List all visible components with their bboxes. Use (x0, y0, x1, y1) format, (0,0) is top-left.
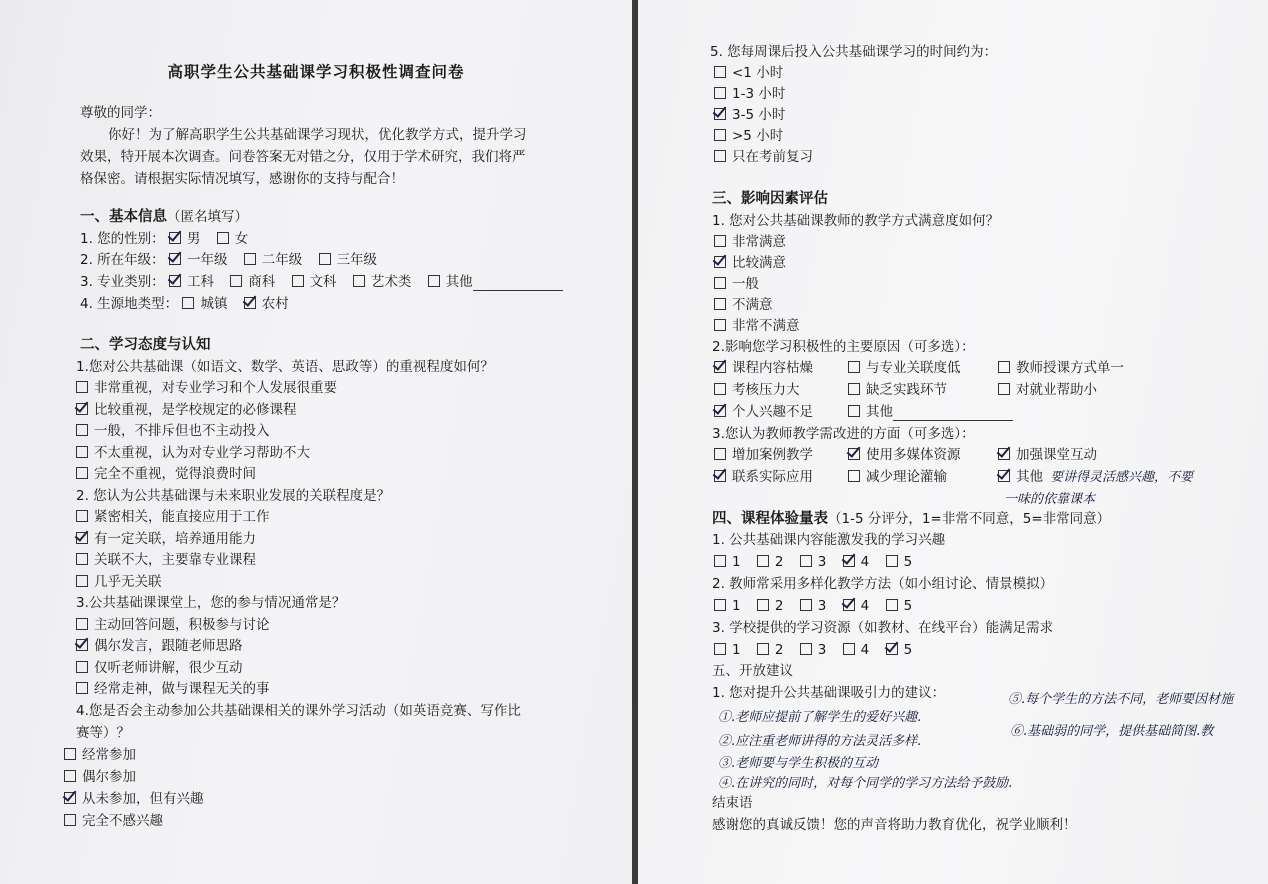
handwritten-suggestion-5: ⑤.每个学生的方法不同，老师要因材施 (1008, 692, 1234, 707)
q5: 5. 您每周课后投入公共基础课学习的时间约为： (710, 44, 998, 60)
section-1-heading: 一、基本信息（匿名填写） (80, 209, 248, 225)
checkbox[interactable] (848, 470, 860, 482)
checkbox-checked[interactable] (998, 470, 1010, 482)
q5-opt4[interactable]: >5 小时 (714, 127, 783, 145)
s3-q2-r3c1[interactable]: 个人兴趣不足 (714, 403, 813, 421)
checkbox[interactable] (292, 275, 304, 287)
checkbox[interactable] (76, 575, 88, 587)
handwritten-suggestion-3: ③.老师要与学生积极的互动 (718, 756, 879, 771)
s2-q1: 1.您对公共基础课（如语文、数学、英语、思政等）的重视程度如何？ (76, 359, 494, 375)
checkbox[interactable] (843, 643, 855, 655)
q5-opt2[interactable]: 1-3 小时 (714, 85, 785, 103)
s4-item3-scale[interactable] (714, 641, 924, 659)
s2-q1-opt5[interactable]: 完全不重视，觉得浪费时间 (76, 465, 256, 483)
checkbox[interactable] (76, 446, 88, 458)
checkbox[interactable] (800, 555, 812, 567)
checkbox[interactable] (714, 383, 726, 395)
s3-q2-r2c1[interactable]: 考核压力大 (714, 381, 800, 399)
scale-3[interactable]: 3 (800, 597, 827, 615)
checkbox-checked[interactable] (714, 256, 726, 268)
checkbox[interactable] (714, 277, 726, 289)
checkbox[interactable] (714, 150, 726, 162)
s2-q2-opt4[interactable]: 几乎无关联 (76, 573, 162, 591)
scale-5[interactable]: 5 (886, 641, 913, 659)
checkbox[interactable] (800, 599, 812, 611)
checkbox[interactable] (76, 553, 88, 565)
checkbox[interactable] (757, 599, 769, 611)
s2-q1-opt3[interactable]: 一般，不排斥但也不主动投入 (76, 422, 270, 440)
s2-q3-opt2[interactable]: 偶尔发言，跟随老师思路 (76, 637, 243, 655)
s3-q3-r1c3[interactable]: 加强课堂互动 (998, 446, 1097, 464)
s3-q2-r1c1[interactable]: 课程内容枯燥 (714, 359, 813, 377)
s3-q2-r1c2[interactable]: 与专业关联度低 (848, 359, 961, 377)
handwritten-suggestion-2: ②.应注重老师讲得的方法灵活多样. (718, 734, 922, 749)
handwritten-suggestion-1: ①.老师应提前了解学生的爱好兴趣. (718, 710, 922, 725)
checkbox[interactable] (998, 383, 1010, 395)
greeting: 尊敬的同学： (80, 105, 161, 121)
option-town[interactable]: 城镇 (182, 295, 227, 313)
checkbox[interactable] (217, 232, 229, 244)
checkbox[interactable] (76, 381, 88, 393)
s2-q1-opt4[interactable]: 不太重视，认为对专业学习帮助不大 (76, 444, 310, 462)
s2-q2-opt1[interactable]: 紧密相关，能直接应用于工作 (76, 508, 270, 526)
checkbox[interactable] (714, 66, 726, 78)
checkbox-checked[interactable] (998, 448, 1010, 460)
left-page (0, 0, 632, 884)
q5-opt5[interactable]: 只在考前复习 (714, 148, 813, 166)
section-4-heading: 四、课程体验量表（1-5 分评分，1=非常不同意，5=非常同意） (712, 511, 1111, 527)
s2-q4-opt2[interactable]: 偶尔参加 (64, 768, 136, 786)
s5-q1: 1. 您对提升公共基础课吸引力的建议： (712, 685, 946, 701)
s3-q3-r1c1[interactable]: 增加案例教学 (714, 446, 813, 464)
checkbox-checked[interactable] (714, 361, 726, 373)
checkbox[interactable] (76, 510, 88, 522)
closing-text: 感谢您的真诚反馈！您的声音将助力教育优化，祝学业顺利！ (712, 817, 1077, 833)
checkbox[interactable] (848, 361, 860, 373)
s2-q4-opt4[interactable]: 完全不感兴趣 (64, 812, 163, 830)
q5-opt1[interactable]: <1 小时 (714, 64, 783, 82)
s3-q3-r2c2[interactable]: 减少理论灌输 (848, 468, 947, 486)
s2-q4-opt1[interactable]: 经常参加 (64, 746, 136, 764)
checkbox[interactable] (64, 814, 76, 826)
checkbox[interactable] (64, 770, 76, 782)
s2-q3-opt3[interactable]: 仅听老师讲解，很少互动 (76, 659, 243, 677)
scale-3[interactable]: 3 (800, 553, 827, 571)
checkbox[interactable] (714, 298, 726, 310)
s2-q1-opt1[interactable]: 非常重视，对专业学习和个人发展很重要 (76, 379, 337, 397)
option-male[interactable]: 男 (169, 230, 201, 248)
option-rural[interactable]: 农村 (244, 295, 289, 313)
s3-q1-opt3[interactable]: 一般 (714, 275, 759, 293)
section-3-heading: 三、影响因素评估 (712, 191, 828, 207)
checkbox-checked[interactable] (169, 275, 181, 287)
intro-line-1: 你好！为了解高职学生公共基础课学习现状，优化教学方式，提升学习 (108, 127, 527, 143)
s2-q4-opt3[interactable]: 从未参加，但有兴趣 (64, 790, 204, 808)
s2-q4-line1: 4.您是否会主动参加公共基础课相关的课外学习活动（如英语竞赛、写作比 (76, 703, 521, 719)
checkbox[interactable] (714, 643, 726, 655)
s3-q2-r2c2[interactable]: 缺乏实践环节 (848, 381, 947, 399)
checkbox-checked[interactable] (848, 448, 860, 460)
scale-3[interactable]: 3 (800, 641, 827, 659)
option-other[interactable]: 其他 (428, 273, 563, 291)
s2-q1-opt2[interactable]: 比较重视，是学校规定的必修课程 (76, 401, 297, 419)
s3-q2-r1c3[interactable]: 教师授课方式单一 (998, 359, 1124, 377)
section-5-heading: 五、开放建议 (712, 663, 793, 679)
checkbox-checked[interactable] (64, 792, 76, 804)
checkbox-checked[interactable] (76, 403, 88, 415)
s4-item2: 2. 教师常采用多样化教学方法（如小组讨论、情景模拟） (712, 576, 1054, 592)
q-origin: 4. 生源地类型： 城镇 农村 (80, 296, 289, 312)
q5-opt3[interactable]: 3-5 小时 (714, 106, 785, 124)
checkbox-checked[interactable] (843, 555, 855, 567)
s3-q2-r2c3[interactable]: 对就业帮助小 (998, 381, 1097, 399)
checkbox[interactable] (64, 748, 76, 760)
s2-q4-line2: 赛等）？ (76, 725, 130, 741)
survey-title: 高职学生公共基础课学习积极性调查问卷 (167, 63, 465, 81)
s4-item1: 1. 公共基础课内容能激发我的学习兴趣 (712, 532, 946, 548)
checkbox-checked[interactable] (76, 532, 88, 544)
right-page (638, 0, 1268, 884)
checkbox-checked[interactable] (886, 643, 898, 655)
checkbox[interactable] (848, 405, 860, 417)
option-arts[interactable]: 文科 (292, 273, 337, 291)
checkbox[interactable] (886, 555, 898, 567)
checkbox[interactable] (757, 643, 769, 655)
blank-line[interactable] (473, 278, 563, 291)
option-art[interactable]: 艺术类 (353, 273, 412, 291)
checkbox[interactable] (182, 297, 194, 309)
checkbox-checked[interactable] (714, 470, 726, 482)
closing-title: 结束语 (712, 795, 753, 811)
option-business[interactable]: 商科 (230, 273, 275, 291)
checkbox-checked[interactable] (244, 297, 256, 309)
s4-item1-scale[interactable] (714, 553, 924, 571)
checkbox[interactable] (800, 643, 812, 655)
checkbox[interactable] (714, 319, 726, 331)
checkbox[interactable] (998, 361, 1010, 373)
scale-1[interactable]: 1 (714, 641, 741, 659)
s3-q1: 1. 您对公共基础课教师的教学方式满意度如何？ (712, 213, 1000, 229)
s3-q2: 2.影响您学习积极性的主要原因（可多选）： (712, 339, 975, 355)
scale-1[interactable]: 1 (714, 597, 741, 615)
checkbox-checked[interactable] (169, 253, 181, 265)
checkbox[interactable] (76, 424, 88, 436)
s2-q3: 3.公共基础课课堂上，您的参与情况通常是？ (76, 595, 346, 611)
scale-2[interactable]: 2 (757, 597, 784, 615)
scale-4[interactable]: 4 (843, 597, 870, 615)
checkbox[interactable] (76, 682, 88, 694)
checkbox[interactable] (76, 467, 88, 479)
scale-4[interactable]: 4 (843, 553, 870, 571)
checkbox[interactable] (714, 448, 726, 460)
checkbox[interactable] (714, 129, 726, 141)
scale-2[interactable]: 2 (757, 553, 784, 571)
s3-q3-r2c3[interactable]: 其他 (998, 468, 1043, 486)
checkbox[interactable] (714, 599, 726, 611)
s2-q2-opt2[interactable]: 有一定关联，培养通用能力 (76, 530, 256, 548)
checkbox-checked[interactable] (76, 639, 88, 651)
checkbox[interactable] (714, 235, 726, 247)
s3-q1-opt1[interactable]: 非常满意 (714, 233, 786, 251)
q-grade: 2. 所在年级： 一年级 二年级 三年级 (80, 252, 378, 268)
s4-item2-scale[interactable] (714, 597, 924, 615)
handwritten-suggestion-6: ⑥.基础弱的同学，提供基础简图.教 (1010, 724, 1214, 739)
s3-q3-r2c1[interactable]: 联系实际应用 (714, 468, 813, 486)
checkbox[interactable] (886, 599, 898, 611)
option-female[interactable]: 女 (217, 230, 249, 248)
s2-q3-opt4[interactable]: 经常走神，做与课程无关的事 (76, 680, 270, 698)
option-grade-1[interactable]: 一年级 (169, 251, 228, 269)
q-major: 3. 专业类别： 工科 商科 文科 艺术类 其他 (80, 273, 575, 291)
checkbox[interactable] (714, 87, 726, 99)
scale-5[interactable]: 5 (886, 553, 913, 571)
s3-q2-r3c2[interactable]: 其他 (848, 403, 1013, 421)
checkbox[interactable] (76, 661, 88, 673)
scale-1[interactable]: 1 (714, 553, 741, 571)
intro-line-3: 格保密。请根据实际情况填写，感谢你的支持与配合！ (80, 171, 404, 187)
checkbox[interactable] (244, 253, 256, 265)
scale-2[interactable]: 2 (757, 641, 784, 659)
s3-q3-r1c2[interactable]: 使用多媒体资源 (848, 446, 961, 464)
handwritten-other-1: 要讲得灵活感兴趣，不要 (1050, 470, 1194, 485)
checkbox[interactable] (230, 275, 242, 287)
s2-q3-opt1[interactable]: 主动回答问题，积极参与讨论 (76, 616, 270, 634)
s2-q2-opt3[interactable]: 关联不大，主要靠专业课程 (76, 551, 256, 569)
checkbox[interactable] (319, 253, 331, 265)
handwritten-other-2: 一味的依靠课本 (1004, 492, 1096, 507)
checkbox[interactable] (76, 618, 88, 630)
scale-4[interactable]: 4 (843, 641, 870, 659)
q-gender: 1. 您的性别： 男 女 (80, 231, 249, 247)
handwritten-suggestion-4: ④.在讲究的同时，对每个同学的学习方法给予鼓励. (718, 776, 1013, 791)
option-engineering[interactable]: 工科 (169, 273, 214, 291)
checkbox[interactable] (757, 555, 769, 567)
option-grade-3[interactable]: 三年级 (319, 251, 378, 269)
checkbox-checked[interactable] (843, 599, 855, 611)
s3-q1-opt4[interactable]: 不满意 (714, 296, 773, 314)
checkbox[interactable] (714, 555, 726, 567)
s2-q2: 2. 您认为公共基础课与未来职业发展的关联程度是？ (76, 488, 391, 504)
s3-q3: 3.您认为教师教学需改进的方面（可多选）： (712, 426, 975, 442)
scale-5[interactable]: 5 (886, 597, 913, 615)
section-2-heading: 二、学习态度与认知 (80, 337, 211, 353)
checkbox[interactable] (848, 383, 860, 395)
checkbox-checked[interactable] (714, 108, 726, 120)
checkbox-checked[interactable] (169, 232, 181, 244)
checkbox[interactable] (428, 275, 440, 287)
option-grade-2[interactable]: 二年级 (244, 251, 303, 269)
s3-q1-opt5[interactable]: 非常不满意 (714, 317, 800, 335)
intro-line-2: 效果，特开展本次调查。问卷答案无对错之分，仅用于学术研究，我们将严 (80, 149, 526, 165)
s3-q1-opt2[interactable]: 比较满意 (714, 254, 786, 272)
blank-line[interactable] (893, 408, 1013, 421)
checkbox-checked[interactable] (714, 405, 726, 417)
checkbox[interactable] (353, 275, 365, 287)
s4-item3: 3. 学校提供的学习资源（如教材、在线平台）能满足需求 (712, 620, 1054, 636)
